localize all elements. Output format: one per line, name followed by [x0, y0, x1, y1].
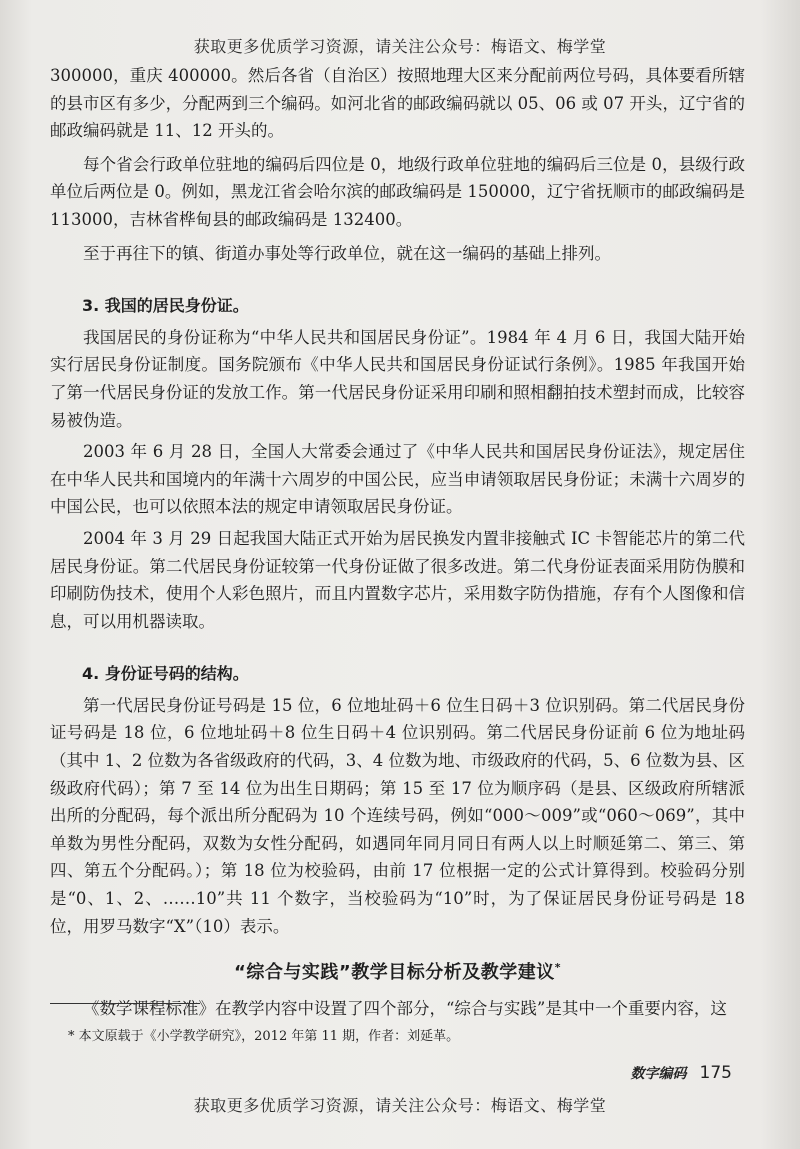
page-body: [50, 62, 745, 1022]
paragraph: 2003 年 6 月 28 日，全国人大常委会通过了《中华人民共和国居民身份证法》，规定居住在中华人民共和国境内的年满十六周岁的中国公民，应当申请领取居民身份证；未满十六周岁的中国公民，也可以依照本法的规定申请领取居民身份证。: [50, 442, 745, 517]
section-title-text: “综合与实践”教学目标分析及教学建议: [234, 962, 555, 984]
page-number: 175: [699, 1063, 732, 1083]
subheading-id-structure: 4. 身份证号码的结构。: [82, 664, 249, 684]
paragraph: 每个省会行政单位驻地的编码后四位是 0，地级行政单位驻地的编码后三位是 0，县级行政单位后两位是 0。例如，黑龙江省会哈尔滨的邮政编码是 150000，辽宁省抚顺市的邮政编码是 113000，吉林省桦甸县的邮政编码是 132400。: [50, 154, 745, 229]
chapter-name: 数字编码: [630, 1066, 687, 1082]
section-title: [50, 954, 745, 987]
watermark-bottom: 获取更多优质学习资源，请关注公众号：梅语文、梅学堂: [193, 1096, 607, 1115]
spacer: [50, 267, 745, 292]
paragraph: 至于再往下的镇、街道办事处等行政单位，就在这一编码的基础上排列。: [83, 243, 611, 263]
paragraph: 2004 年 3 月 29 日起我国大陆正式开始为居民换发内置非接触式 IC 卡智能芯片的第二代居民身份证。第二代居民身份证较第一代身份证做了很多改进。第二代身份证表面采用防伪膜和印刷防伪技术，使用个人彩色照片，而且内置数字芯片，采用数字防伪措施，存有个人图像和信息，可以用机器读取。: [50, 528, 745, 631]
footnote: * 本文原载于《小学教学研究》，2012 年第 11 期，作者：刘延革。: [68, 1029, 460, 1044]
page-footer: [630, 1063, 732, 1083]
subheading-id-card: 3. 我国的居民身份证。: [82, 296, 249, 316]
footnote-divider: [50, 1003, 200, 1004]
paragraph: 第一代居民身份证号码是 15 位，6 位地址码＋6 位生日码＋3 位识别码。第二代居民身份证号码是 18 位，6 位地址码＋8 位生日码＋4 位识别码。第二代居民身份证前 6 位为地址码（其中 1、2 位数为各省级政府的代码，3、4 位数为地、市级政府的代码，5、6 位数为县、区级政府代码）；第 7 至 14 位为出生日期码；第 15 至 17 位为顺序码（是县、区级政府所辖派出所的分配码，每个派出所分配码为 10 个连续号码，例如“000～009”或“060～069”，其中单数为男性分配码，双数为女性分配码，如遇同年同月同日有两人以上时顺延第二、第三、第四、第五个分配码。）；第 18 位为校验码，由前 17 位根据一定的公式计算得到。校验码分别是“0、1、2、……10”共 11 个数字，当校验码为“10”时，为了保证居民身份证号码是 18 位，用罗马数字“X”（10）表示。: [50, 695, 745, 936]
watermark-top: 获取更多优质学习资源，请关注公众号：梅语文、梅学堂: [193, 37, 607, 56]
spacer: [50, 635, 745, 660]
paragraph: 300000，重庆 400000。然后各省（自治区）按照地理大区来分配前两位号码，具体要看所辖的县市区有多少，分配两到三个编码。如河北省的邮政编码就以 05、06 或 07 开头，辽宁省的邮政编码就是 11、12 开头的。: [50, 66, 745, 141]
paragraph: 《数学课程标准》在教学内容中设置了四个部分，“综合与实践”是其中一个重要内容，这: [83, 998, 727, 1018]
paragraph: 我国居民的身份证称为“中华人民共和国居民身份证”。1984 年 4 月 6 日，我国大陆开始实行居民身份证制度。国务院颁布《中华人民共和国居民身份证试行条例》。1985 年我国开始了第一代居民身份证的发放工作。第一代居民身份证采用印刷和照相翻拍技术塑封而成，比较容易被伪造。: [50, 327, 745, 430]
footnote-marker: *: [554, 961, 561, 975]
